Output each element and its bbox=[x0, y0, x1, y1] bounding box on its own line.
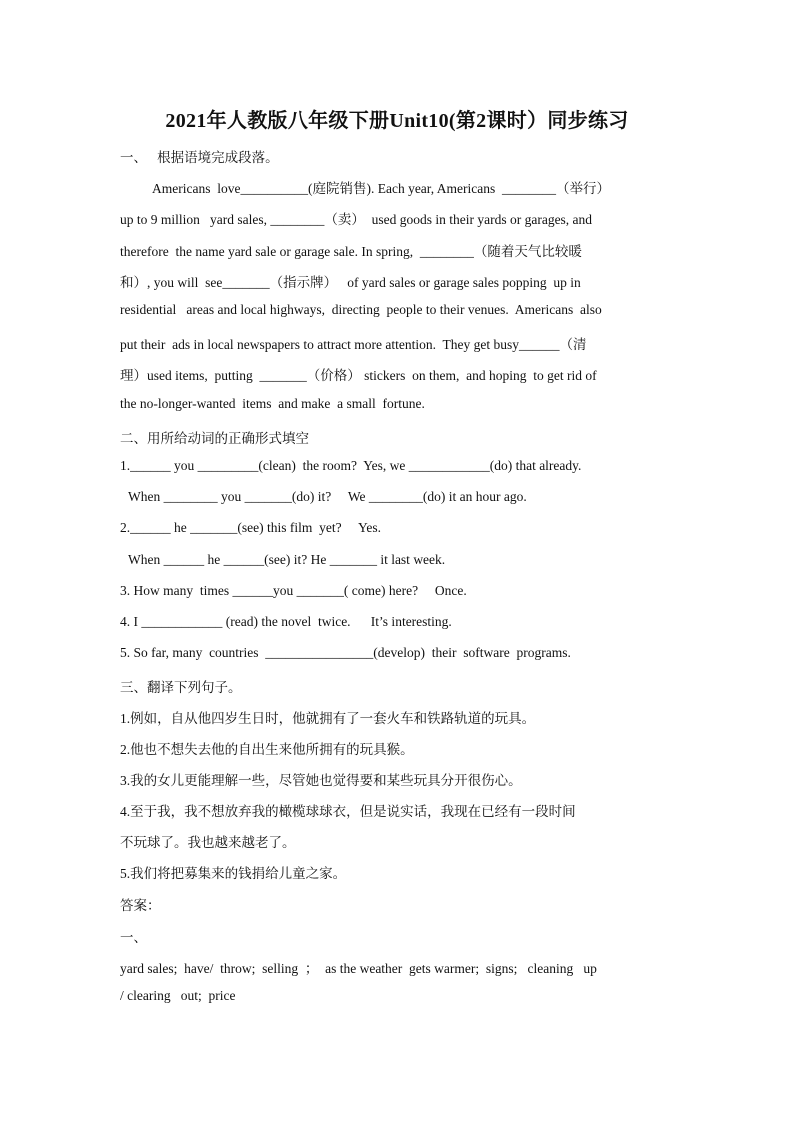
section1-heading: 一、 根据语境完成段落。 bbox=[120, 150, 279, 165]
section3-heading: 三、翻译下列句子。 bbox=[120, 680, 242, 695]
passage-line: the no-longer-wanted items and make a small fortune. bbox=[120, 396, 425, 411]
exercise-line: 2.______ he _______(see) this film yet? Yes. bbox=[120, 520, 381, 535]
page-title: 2021年人教版八年级下册Unit10(第2课时）同步练习 bbox=[165, 110, 629, 132]
exercise-line: 3. How many times ______you _______( come) here? Once. bbox=[120, 583, 467, 598]
passage-line: 理）used items, putting _______（价格） stickers on them, and hoping to get rid of bbox=[120, 368, 597, 383]
exercise-line: When ______ he ______(see) it? He _______ it last week. bbox=[128, 552, 446, 567]
passage-line: put their ads in local newspapers to attract more attention. They get busy______（清 bbox=[120, 337, 587, 352]
passage-line: therefore the name yard sale or garage sale. In spring, ________（随着天气比较暖 bbox=[120, 244, 582, 259]
passage-line: 和）, you will see_______（指示牌） of yard sales or garage sales popping up in bbox=[120, 275, 581, 290]
exercise-line: 5. So far, many countries ________________(develop) their software programs. bbox=[120, 645, 571, 660]
passage-line: up to 9 million yard sales, ________（卖） used goods in their yards or garages, and bbox=[120, 212, 593, 227]
translation-line: 1.例如，自从他四岁生日时，他就拥有了一套火车和铁路轨道的玩具。 bbox=[120, 711, 536, 726]
passage-line: residential areas and local highways, directing people to their venues. Americans also bbox=[120, 302, 602, 317]
answer-line: / clearing out; price bbox=[120, 988, 236, 1003]
exercise-line: When ________ you _______(do) it? We ________(do) it an hour ago. bbox=[128, 489, 527, 504]
translation-line: 3.我的女儿更能理解一些，尽管她也觉得要和某些玩具分开很伤心。 bbox=[120, 773, 522, 788]
section2-heading: 二、用所给动词的正确形式填空 bbox=[120, 431, 309, 446]
answer-line: yard sales; have/ throw; selling ； as the weather gets warmer; signs; cleaning up bbox=[120, 961, 597, 976]
answers-heading: 答案： bbox=[120, 898, 161, 913]
translation-line: 2.他也不想失去他的自出生来他所拥有的玩具猴。 bbox=[120, 742, 414, 757]
translation-line: 5.我们将把募集来的钱捐给儿童之家。 bbox=[120, 866, 347, 881]
exercise-line: 4. I ____________ (read) the novel twice. It’s interesting. bbox=[120, 614, 452, 629]
exercise-line: 1.______ you _________(clean) the room? Yes, we ____________(do) that already. bbox=[120, 458, 582, 473]
translation-line: 不玩球了。我也越来越老了。 bbox=[120, 835, 296, 850]
translation-line: 4.至于我，我不想放弃我的橄榄球球衣，但是说实话，我现在已经有一段时间 bbox=[120, 804, 576, 819]
answers-subheading: 一、 bbox=[120, 930, 147, 945]
passage-line: Americans love__________(庭院销售). Each year, Americans ________（举行） bbox=[152, 181, 610, 196]
